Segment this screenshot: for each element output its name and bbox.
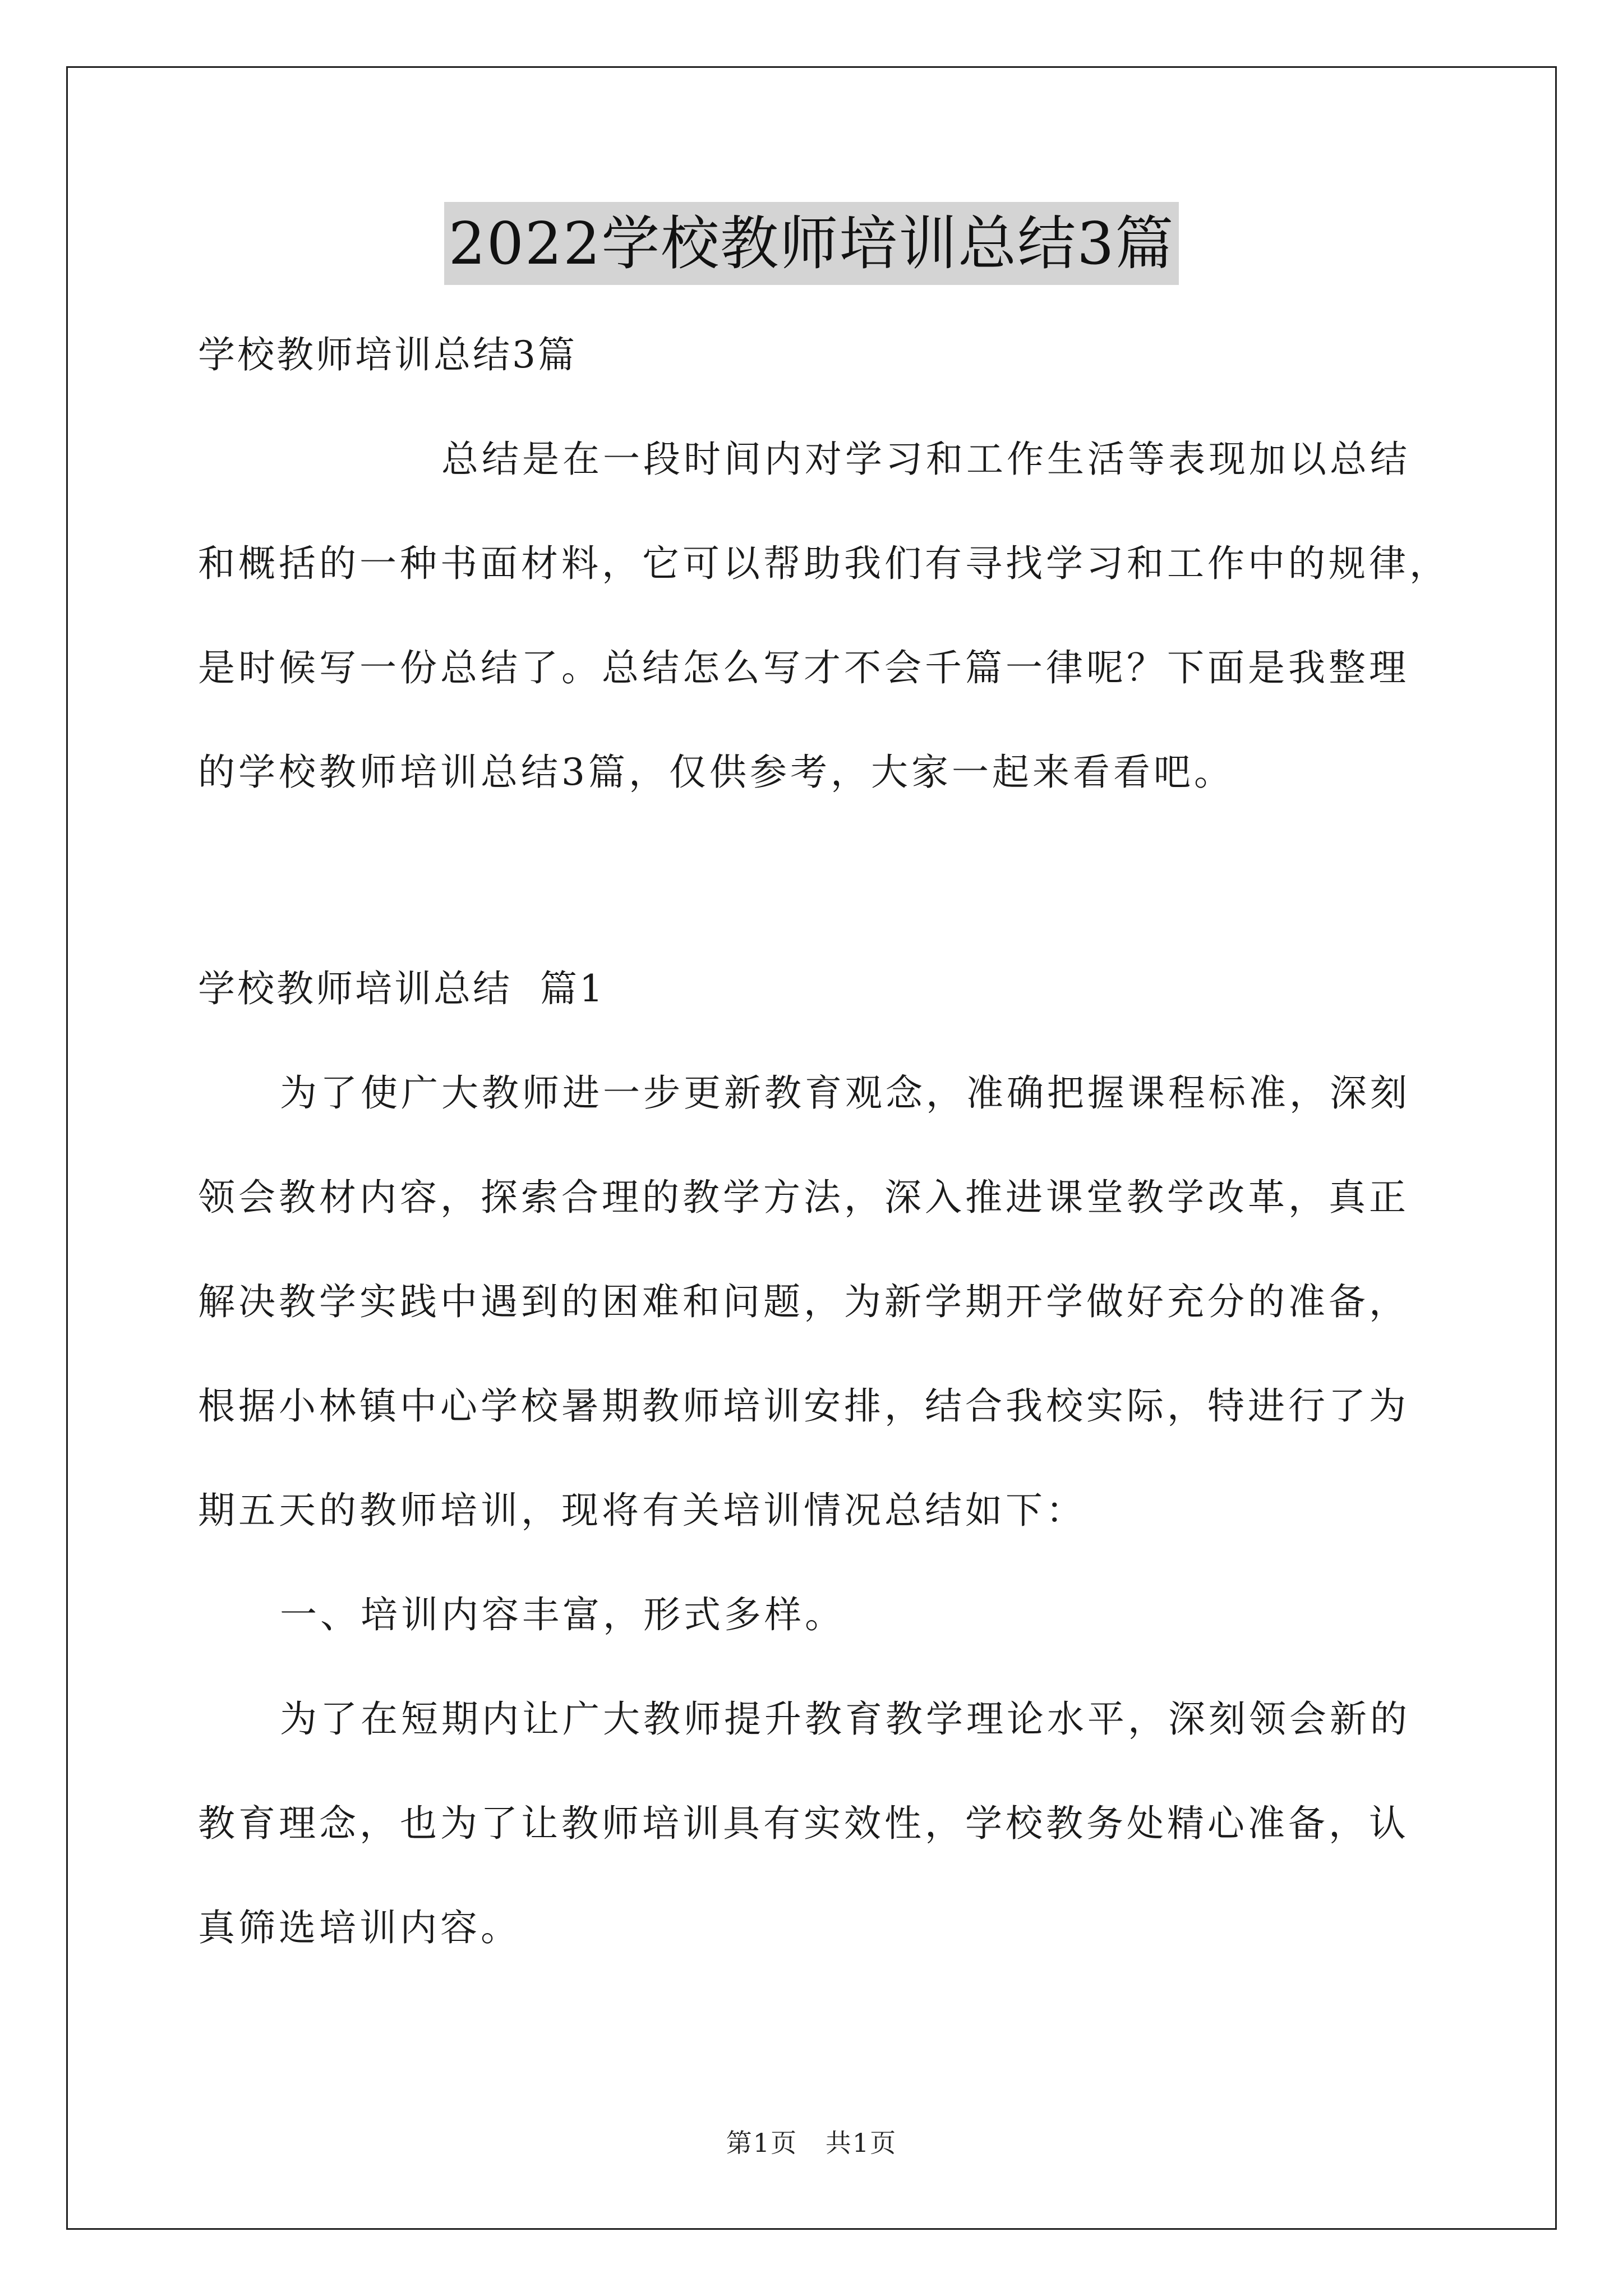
document-title: 2022学校教师培训总结3篇 <box>444 202 1179 285</box>
point-heading-1: 一、培训内容丰富，形式多样。 <box>280 1593 845 1636</box>
intro-line: 是时候写一份总结了。总结怎么写才不会千篇一律呢？下面是我整理 <box>198 646 1409 689</box>
title-container <box>0 202 1623 285</box>
paragraph-line: 领会教材内容，探索合理的教学方法，深入推进课堂教学改革，真正 <box>198 1176 1409 1219</box>
body-paragraph-2 <box>198 1667 1443 1980</box>
intro-line: 的学校教师培训总结3篇，仅供参考，大家一起来看看吧。 <box>198 751 1234 794</box>
intro-line: 总结是在一段时间内对学习和工作生活等表现加以总结 <box>441 438 1410 481</box>
section-spacer <box>198 825 1443 937</box>
paragraph-line: 教育理念，也为了让教师培训具有实效性，学校教务处精心准备，认 <box>198 1802 1409 1845</box>
page-number-footer: 第1页 共1页 <box>726 2128 897 2158</box>
paragraph-line: 期五天的教师培训，现将有关培训情况总结如下： <box>198 1489 1086 1532</box>
section-heading: 学校教师培训总结 篇1 <box>198 967 605 1010</box>
document-body <box>198 303 1450 1980</box>
intro-line: 和概括的一种书面材料，它可以帮助我们有寻找学习和工作中的规律， <box>198 542 1450 585</box>
body-paragraph-1 <box>198 1041 1443 1563</box>
paragraph-line: 根据小林镇中心学校暑期教师培训安排，结合我校实际，特进行了为 <box>198 1384 1409 1428</box>
paragraph-line: 为了在短期内让广大教师提升教育教学理论水平，深刻领会新的 <box>280 1697 1410 1741</box>
paragraph-line: 为了使广大教师进一步更新教育观念，准确把握课程标准，深刻 <box>280 1071 1410 1115</box>
paragraph-line: 解决教学实践中遇到的困难和问题，为新学期开学做好充分的准备， <box>198 1280 1409 1323</box>
paragraph-line: 真筛选培训内容。 <box>198 1906 521 1949</box>
document-subtitle: 学校教师培训总结3篇 <box>198 333 577 376</box>
intro-paragraph <box>198 407 1450 825</box>
